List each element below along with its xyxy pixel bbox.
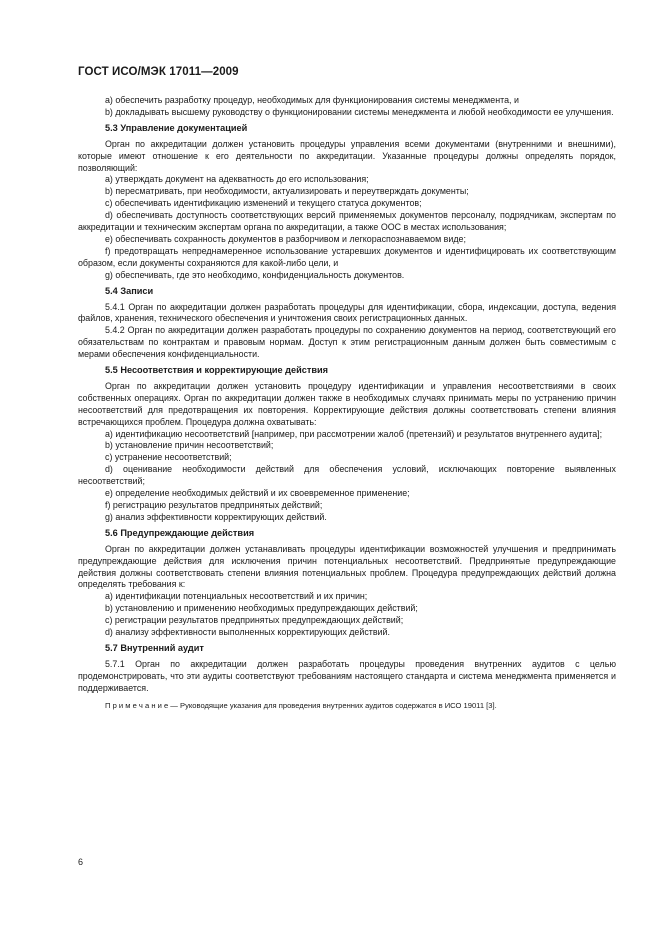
list-item-5-3-f: f) предотвращать непреднамеренное использование устаревших документов и идентифицировать их соответствующим образом, если документы сохраняются для какой-либо цели, и <box>78 245 616 268</box>
paragraph-5-7-1: 5.7.1 Орган по аккредитации должен разработать процедуры проведения внутренних аудитов с целью продемонстрировать, что эти аудиты соответствуют требованиям настоящего стандарта и система менеджмента применяется и поддерживается. <box>78 658 616 693</box>
section-heading-5-4: 5.4 Записи <box>105 285 154 296</box>
list-item-5-3-c: c) обеспечивать идентификацию изменений и текущего статуса документов; <box>105 198 422 209</box>
list-item-5-6-a: а) идентификации потенциальных несоответствий и их причин; <box>105 591 368 602</box>
list-item-a: а) обеспечить разработку процедур, необходимых для функционирования системы менеджмента, и <box>105 95 519 105</box>
list-item-5-5-d: d) оценивание необходимости действий для обеспечения условий, исключающих повторение выявленных несоответствий; <box>78 464 616 487</box>
list-item-5-3-a: а) утверждать документ на адекватность до его использования; <box>105 174 369 185</box>
list-item-5-5-a: а) идентификацию несоответствий [например, при рассмотрении жалоб (претензий) и результатов внутреннего аудита]; <box>105 428 603 439</box>
document-header: ГОСТ ИСО/МЭК 17011—2009 <box>78 66 239 78</box>
paragraph-5-4-2: 5.4.2 Орган по аккредитации должен разработать процедуры по сохранению документов на период, соответствующий его обязательствам по контрактам и правовым нормам. Доступ к этим регистрационным данным должен быть совместимым с мерами обеспечения конфиденциальности. <box>78 325 616 360</box>
section-heading-5-7: 5.7 Внутренний аудит <box>105 642 204 653</box>
list-item-5-5-e: е) определение необходимых действий и их своевременное применение; <box>105 488 410 499</box>
paragraph-5-5: Орган по аккредитации должен установить процедуру идентификации и управления несоответствиями в своих собственных операциях. Орган по аккредитации должен также в необходимых случаях принимать меры по устранению причин несоответствий для предотвращения их повторения. Корректирующие действия должны соответствовать степени влияния встречающихся проблем. Процедура должна охватывать: <box>78 380 616 427</box>
list-item-5-3-d: d) обеспечивать доступность соответствующих версий применяемых документов персоналу, подрядчикам, экспертам по аккредитации и техническим экспертам органа по аккредитации, а также ООС в местах использования; <box>78 210 616 233</box>
list-item-5-3-b: b) пересматривать, при необходимости, актуализировать и переутверждать документы; <box>105 186 469 197</box>
page-content <box>78 95 616 712</box>
paragraph-5-6: Орган по аккредитации должен устанавливать процедуры идентификации возможностей улучшения и предпринимать предупреждающие действия для исключения причин потенциальных несоответствий. Предпринятые предупреждающие действия должны соответствовать степени влияния потенциальных проблем. Процедура предупреждающих действий должна определять требования к: <box>78 543 616 590</box>
list-item-5-5-f: f) регистрацию результатов предпринятых действий; <box>105 500 323 510</box>
list-item-b: b) докладывать высшему руководству о функционировании системы менеджмента и любой необходимости ее улучшения. <box>105 106 614 117</box>
list-item-5-5-c: c) устранение несоответствий; <box>105 452 232 463</box>
note: П р и м е ч а н и е — Руководящие указания для проведения внутренних аудитов содержатся в ИСО 19011 [3]. <box>105 700 497 710</box>
paragraph-5-4-1: 5.4.1 Орган по аккредитации должен разработать процедуры для идентификации, сбора, индексации, доступа, ведения файлов, хранения, технического обеспечения и уничтожения своих регистрационных данных. <box>78 301 616 324</box>
section-heading-5-6: 5.6 Предупреждающие действия <box>105 527 255 538</box>
page-number: 6 <box>78 857 84 867</box>
list-item-5-5-g: g) анализ эффективности корректирующих действий. <box>105 511 327 522</box>
list-item-5-6-b: b) установлению и применению необходимых предупреждающих действий; <box>105 603 418 614</box>
list-item-5-6-d: d) анализу эффективности выполненных корректирующих действий. <box>105 627 390 638</box>
list-item-5-3-g: g) обеспечивать, где это необходимо, конфиденциальность документов. <box>105 269 405 280</box>
section-heading-5-5: 5.5 Несоответствия и корректирующие действия <box>105 365 328 376</box>
section-heading-5-3: 5.3 Управление документацией <box>105 122 248 133</box>
paragraph-5-3: Орган по аккредитации должен установить процедуры управления всеми документами (внутренними и внешними), которые имеют отношение к его деятельности по аккредитации. Указанные процедуры должны определять порядок, позволяющий: <box>78 138 616 173</box>
list-item-5-5-b: b) установление причин несоответствий; <box>105 440 274 451</box>
list-item-5-6-c: c) регистрации результатов предпринятых предупреждающих действий; <box>105 615 404 626</box>
list-item-5-3-e: е) обеспечивать сохранность документов в разборчивом и легкораспознаваемом виде; <box>105 233 466 244</box>
